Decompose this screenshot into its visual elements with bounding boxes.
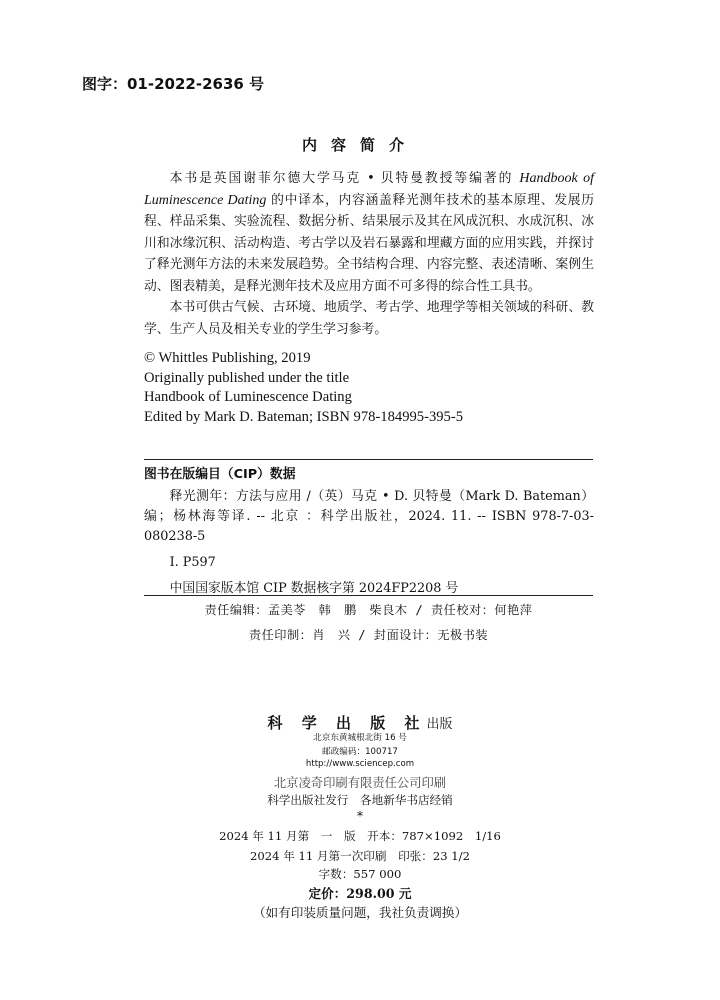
staff-line-1: 责任编辑：孟美苓 韩 鹏 柴良木 / 责任校对：何艳萍: [204, 603, 533, 617]
word-count: 字数：557 000: [318, 867, 402, 881]
intro-section: [144, 168, 594, 340]
cip-heading: 图书在版编目（CIP）数据: [144, 467, 296, 482]
cip-classification: Ⅰ. P597: [169, 555, 216, 570]
price: 定价：298.00 元: [308, 886, 412, 901]
quality-notice: （如有印装质量问题，我社负责调换）: [252, 905, 468, 920]
cip-record: 释光测年：方法与应用 /（英）马克 • D. 贝特曼（Mark D. Bateman）编；杨林海等译. -- 北京 ：科学出版社，2024. 11. -- ISBN 978-7-03-080238-5: [144, 489, 594, 544]
copyright-line-4: Edited by Mark D. Bateman; ISBN 978-184995-395-5: [144, 408, 463, 425]
publisher-postcode: 邮政编码：100717: [322, 747, 398, 757]
printing-info: 2024 年 11 月第一次印刷 印张：23 1/2: [250, 849, 470, 863]
edition-info: 2024 年 11 月第 一 版 开本：787×1092 1/16: [219, 829, 501, 843]
publisher-name: [0, 712, 720, 733]
staff-line-2: 责任印制：肖 兴 / 封面设计：无极书装: [248, 628, 489, 642]
publisher-name-text: 科 学 出 版 社: [267, 714, 427, 732]
distribution: 科学出版社发行 各地新华书店经销: [267, 793, 453, 807]
publisher-name-suffix: 出版: [426, 717, 453, 732]
cip-top-rule: [144, 459, 593, 460]
intro-paragraph-2: 本书可供古气候、古环境、地质学、考古学、地理学等相关领域的科研、教学、生产人员及相关专业的学生学习参考。: [144, 300, 594, 337]
intro-paragraph-1: [144, 168, 594, 297]
cip-block: [144, 465, 594, 599]
publisher-website: http://www.sciencep.com: [305, 759, 415, 769]
separator-star: *: [357, 809, 363, 823]
intro-title: 内容简介: [301, 136, 418, 154]
intro-p1-text-b: 的中译本，内容涵盖释光测年技术的基本原理、发展历程、样品采集、实验流程、数据分析、结果展示及其在风成沉积、水成沉积、冰川和冰缘沉积、活动构造、考古学以及岩石暴露和埋藏方面的应用实践，并探讨了释光测年方法的未来发展趋势。全书结构合理、内容完整、表述清晰、案例生动、图表精美，是释光测年技术及应用方面不可多得的综合性工具书。: [144, 192, 595, 294]
cip-approval: 中国国家版本馆 CIP 数据核字第 2024FP2208 号: [169, 581, 459, 596]
printer: 北京凌奇印刷有限责任公司印刷: [273, 776, 447, 790]
registration-number: 图字：01-2022-2636 号: [82, 75, 265, 93]
copyright-line-2: Originally published under the title: [144, 369, 350, 386]
copyright-line-1: © Whittles Publishing, 2019: [144, 350, 311, 366]
intro-p1-text-a: 本书是英国谢菲尔德大学马克 • 贝特曼教授等编著的: [169, 171, 514, 186]
copyright-block: [144, 349, 604, 427]
cip-bottom-rule: [144, 595, 593, 596]
publisher-address: 北京东黄城根北街 16 号: [313, 733, 407, 743]
book-title-italic: Handbook of Luminescence Dating: [144, 171, 594, 208]
copyright-line-3: Handbook of Luminescence Dating: [144, 389, 352, 405]
